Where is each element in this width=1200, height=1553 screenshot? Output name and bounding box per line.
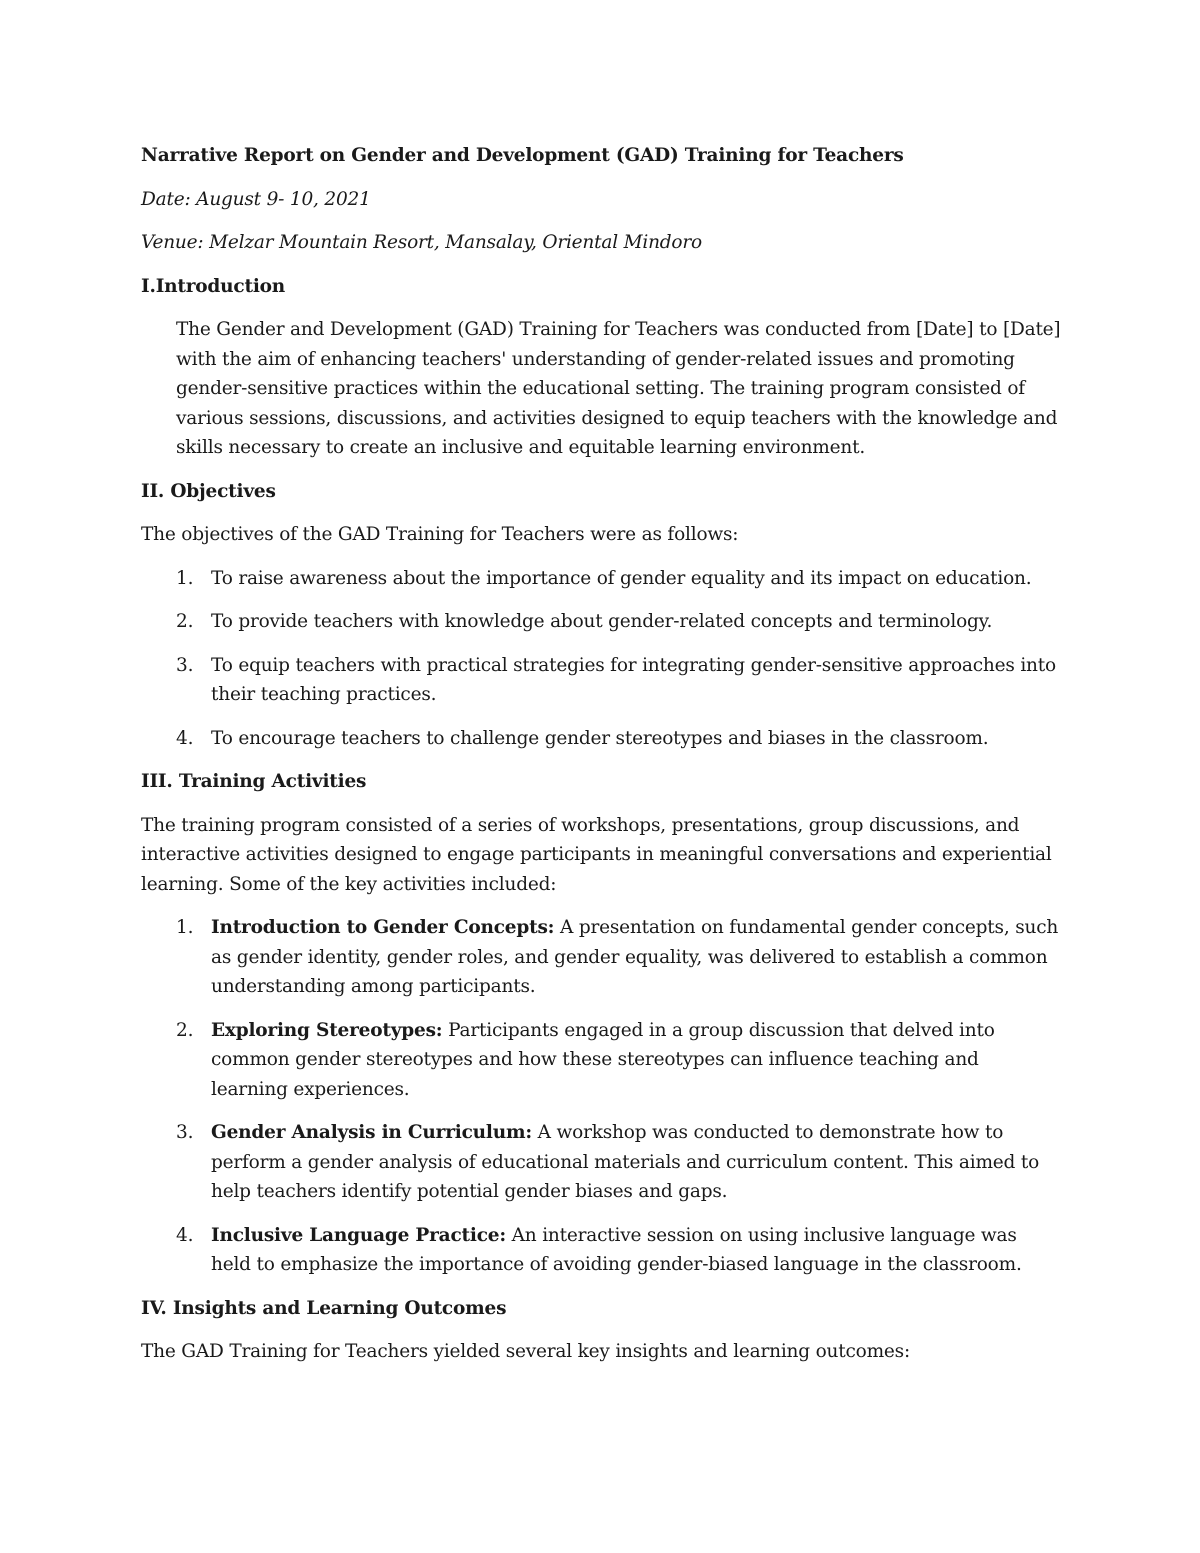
list-text: To encourage teachers to challenge gender stereotypes and biases in the classroom.	[211, 727, 989, 749]
document-venue: Venue: Melzar Mountain Resort, Mansalay, Oriental Mindoro	[141, 232, 702, 253]
list-number: 1.	[176, 567, 194, 589]
activities-intro: The training program consisted of a series of workshops, presentations, group discussions, and interactive activities designed to engage participants in meaningful conversations and experiential learning. Some of the key activities included:	[141, 814, 1052, 895]
list-text: To equip teachers with practical strategies for integrating gender-sensitive approaches into their teaching practices.	[211, 654, 1056, 705]
objectives-intro: The objectives of the GAD Training for Teachers were as follows:	[141, 524, 739, 545]
insights-intro: The GAD Training for Teachers yielded several key insights and learning outcomes:	[141, 1341, 911, 1362]
introduction-body: The Gender and Development (GAD) Training for Teachers was conducted from [Date] to [Date] with the aim of enhancing teachers' understanding of gender-related issues and promoting gender-sensitive practices within the educational setting. The training program consisted of various sessions, discussions, and activities designed to equip teachers with the knowledge and skills necessary to create an inclusive and equitable learning environment.	[176, 319, 1061, 458]
list-item	[141, 1221, 1061, 1280]
list-number: 3.	[176, 654, 194, 676]
document-page	[141, 141, 1061, 1381]
list-number: 3.	[176, 1122, 194, 1143]
list-item	[141, 564, 1061, 594]
list-lead: Exploring Stereotypes:	[211, 1019, 443, 1041]
list-text: A presentation on fundamental gender concepts, such as gender identity, gender roles, and gender equality, was delivered to establish a common understanding among participants.	[211, 917, 1059, 997]
objectives-list	[141, 564, 1061, 754]
activities-list	[141, 913, 1061, 1280]
list-text: An interactive session on using inclusive language was held to emphasize the importance of avoiding gender-biased language in the classroom.	[211, 1224, 1022, 1275]
list-item	[141, 607, 1061, 637]
activities-heading: III. Training Activities	[141, 771, 367, 792]
list-item	[141, 1118, 1061, 1207]
list-number: 1.	[176, 917, 194, 938]
list-item	[141, 1016, 1061, 1105]
list-lead: Gender Analysis in Curriculum:	[211, 1122, 532, 1143]
list-item	[141, 724, 1061, 754]
list-text: Participants engaged in a group discussion that delved into common gender stereotypes and how these stereotypes can influence teaching and learning experiences.	[211, 1019, 995, 1100]
list-text: A workshop was conducted to demonstrate how to perform a gender analysis of educational materials and curriculum content. This aimed to help teachers identify potential gender biases and gaps.	[211, 1122, 1040, 1202]
list-number: 2.	[176, 1019, 194, 1041]
document-date: Date: August 9- 10, 2021	[141, 188, 371, 210]
list-text: To raise awareness about the importance of gender equality and its impact on education.	[211, 567, 1032, 589]
document-title: Narrative Report on Gender and Development (GAD) Training for Teachers	[141, 145, 904, 166]
list-number: 4.	[176, 727, 194, 749]
list-number: 2.	[176, 611, 194, 632]
list-item	[141, 651, 1061, 710]
objectives-heading: II. Objectives	[141, 480, 276, 502]
list-item	[141, 913, 1061, 1002]
introduction-heading: I.Introduction	[141, 275, 286, 297]
list-number: 4.	[176, 1224, 194, 1246]
list-text: To provide teachers with knowledge about gender-related concepts and terminology.	[211, 611, 993, 632]
insights-heading: IV. Insights and Learning Outcomes	[141, 1297, 507, 1319]
list-lead: Inclusive Language Practice:	[211, 1224, 506, 1246]
list-lead: Introduction to Gender Concepts:	[211, 917, 555, 938]
